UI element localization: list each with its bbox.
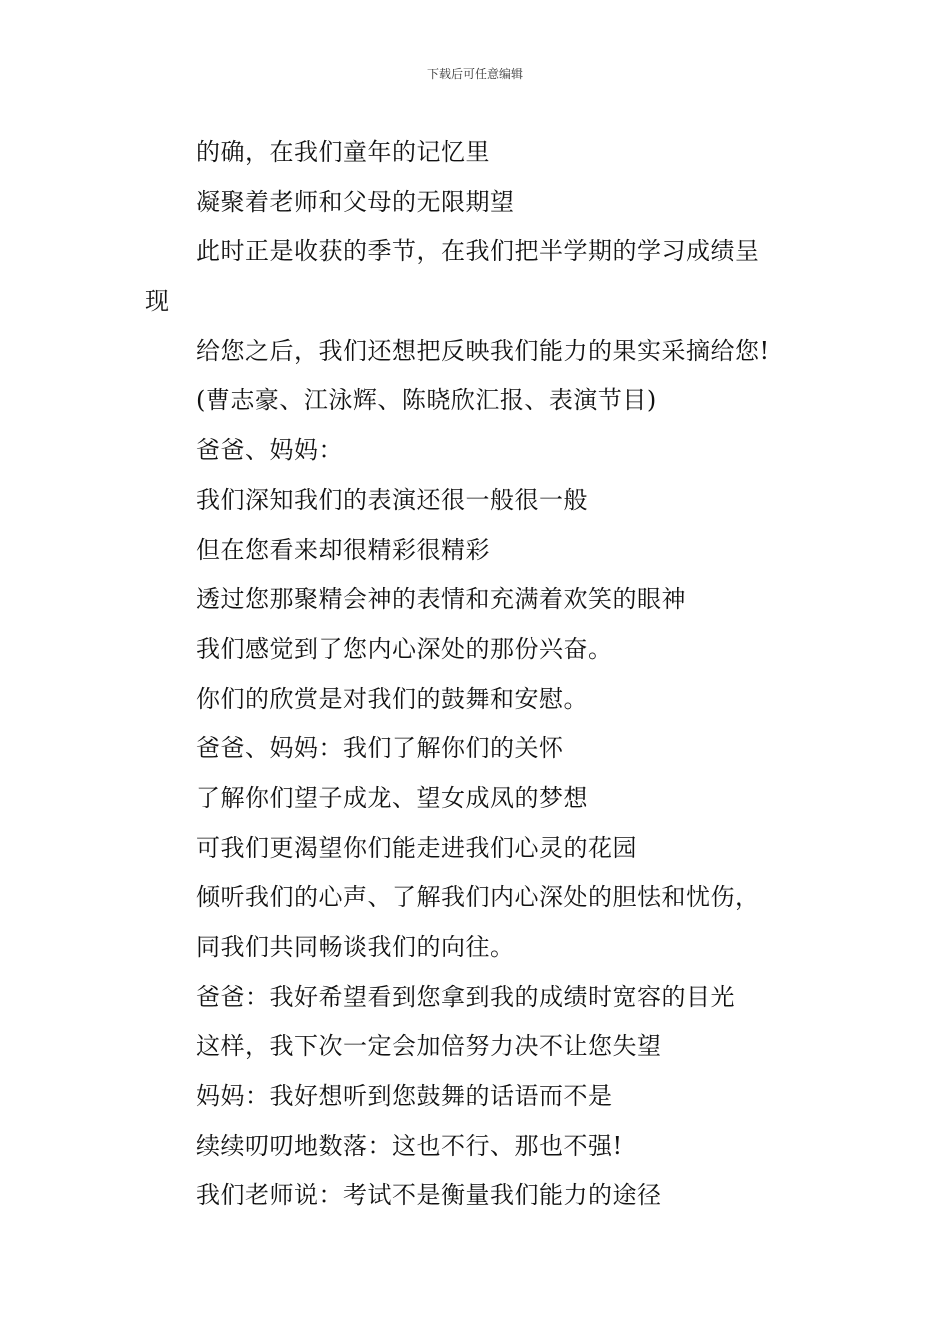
text-line: 我们感觉到了您内心深处的那份兴奋。	[196, 634, 613, 663]
text-line: 爸爸、妈妈：我们了解你们的关怀	[196, 734, 564, 763]
text-line: 但在您看来却很精彩很精彩	[196, 535, 490, 564]
text-line: 此时正是收获的季节，在我们把半学期的学习成绩呈	[196, 237, 760, 266]
text-line: 爸爸、妈妈：	[196, 436, 343, 465]
text-line: 给您之后，我们还想把反映我们能力的果实采摘给您!	[196, 336, 770, 365]
text-line: 倾听我们的心声、了解我们内心深处的胆怯和忧伤，	[196, 883, 760, 912]
text-line: 可我们更渴望你们能走进我们心灵的花园	[196, 833, 637, 862]
document-body	[145, 128, 825, 1221]
text-line: 了解你们望子成龙、望女成凤的梦想	[196, 783, 588, 812]
text-line: 同我们共同畅谈我们的向往。	[196, 933, 515, 961]
text-line: 续续叨叨地数落：这也不行、那也不强!	[196, 1131, 623, 1160]
text-line: (曹志豪、江泳辉、陈晓欣汇报、表演节目)	[196, 386, 657, 415]
text-line: 我们深知我们的表演还很一般很一般	[196, 485, 588, 514]
text-line: 凝聚着老师和父母的无限期望	[196, 187, 515, 216]
text-line: 妈妈：我好想听到您鼓舞的话语而不是	[196, 1082, 613, 1111]
text-line: 现	[145, 287, 170, 316]
text-line: 我们老师说：考试不是衡量我们能力的途径	[196, 1181, 662, 1210]
text-line: 这样，我下次一定会加倍努力决不让您失望	[196, 1032, 662, 1061]
text-line: 的确，在我们童年的记忆里	[196, 138, 490, 166]
text-line: 透过您那聚精会神的表情和充满着欢笑的眼神	[196, 585, 686, 614]
text-line: 你们的欣赏是对我们的鼓舞和安慰。	[196, 684, 588, 713]
page-header: 下载后可任意编辑	[426, 67, 523, 81]
text-line: 爸爸：我好希望看到您拿到我的成绩时宽容的目光	[196, 982, 735, 1011]
